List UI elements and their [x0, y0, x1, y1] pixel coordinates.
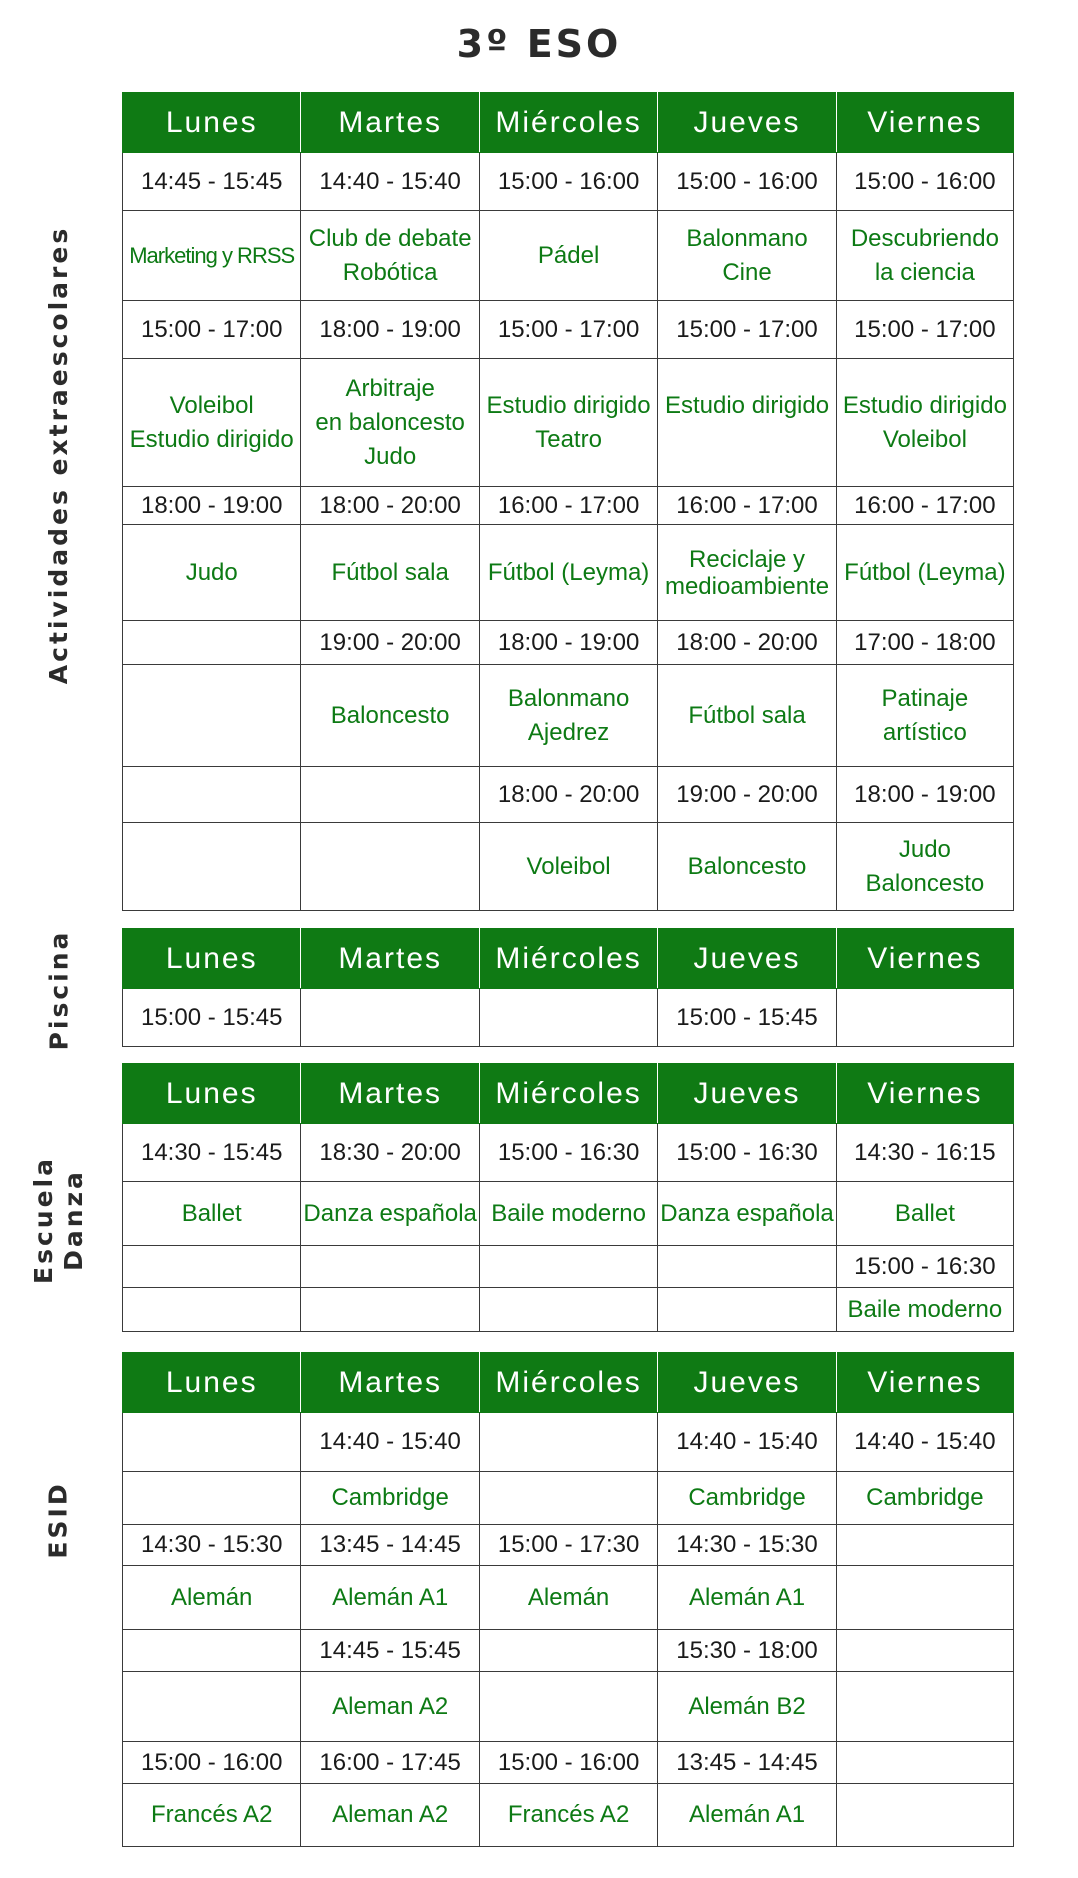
- activity-cell: Baloncesto: [301, 665, 479, 767]
- section-label-text: Escuela Danza: [29, 1156, 89, 1284]
- activity-cell: Ballet: [836, 1182, 1013, 1246]
- time-cell: [479, 1630, 657, 1672]
- activity-cell: Alemán A1: [658, 1566, 836, 1630]
- time-cell: 15:00 - 16:30: [836, 1246, 1013, 1288]
- time-cell: 19:00 - 20:00: [301, 621, 479, 665]
- time-cell: 14:40 - 15:40: [658, 1413, 836, 1472]
- time-cell: [123, 1413, 301, 1472]
- activity-row: [123, 823, 1014, 911]
- time-cell: [123, 621, 301, 665]
- time-cell: [836, 989, 1013, 1047]
- time-cell: 14:40 - 15:40: [301, 153, 479, 211]
- day-header: Viernes: [836, 929, 1013, 989]
- section-label-piscina: [30, 930, 88, 1050]
- activity-cell: [836, 1784, 1013, 1847]
- activity-cell: Aleman A2: [301, 1784, 479, 1847]
- page-title: 3º ESO: [456, 22, 622, 66]
- activity-cell: Alemán B2: [658, 1672, 836, 1742]
- time-cell: 18:00 - 19:00: [301, 301, 479, 359]
- activity-cell: [479, 1288, 657, 1332]
- time-row: [123, 1413, 1014, 1472]
- time-row: [123, 153, 1014, 211]
- activity-cell: Danza española: [658, 1182, 836, 1246]
- activity-cell: Fútbol sala: [301, 525, 479, 621]
- activity-cell: [123, 823, 301, 911]
- activity-cell: Fútbol sala: [658, 665, 836, 767]
- activity-row: [123, 665, 1014, 767]
- section-label-esid: [30, 1440, 88, 1600]
- time-cell: 15:00 - 17:00: [479, 301, 657, 359]
- day-header: Martes: [301, 1064, 479, 1124]
- activity-cell: Cambridge: [301, 1472, 479, 1525]
- activity-cell: Alemán A1: [301, 1566, 479, 1630]
- section-label-danza: [30, 1120, 88, 1320]
- activity-cell: Club de debate Robótica: [301, 211, 479, 301]
- schedule-table-extraescolares: [122, 92, 1014, 911]
- time-cell: 18:30 - 20:00: [301, 1124, 479, 1182]
- time-cell: [301, 989, 479, 1047]
- time-row: [123, 301, 1014, 359]
- activity-cell: Aleman A2: [301, 1672, 479, 1742]
- time-cell: 14:30 - 15:30: [658, 1525, 836, 1566]
- day-header: Viernes: [836, 1353, 1013, 1413]
- time-cell: 15:00 - 16:00: [658, 153, 836, 211]
- activity-cell: Balonmano Ajedrez: [479, 665, 657, 767]
- activity-cell: [123, 1288, 301, 1332]
- activity-cell: Alemán: [123, 1566, 301, 1630]
- time-cell: 19:00 - 20:00: [658, 767, 836, 823]
- section-label-text: Piscina: [44, 929, 73, 1051]
- time-cell: 15:30 - 18:00: [658, 1630, 836, 1672]
- activity-cell: Alemán: [479, 1566, 657, 1630]
- time-cell: [301, 1246, 479, 1288]
- time-cell: 14:40 - 15:40: [301, 1413, 479, 1472]
- day-header: Lunes: [123, 929, 301, 989]
- time-cell: 18:00 - 20:00: [479, 767, 657, 823]
- activity-cell: Estudio dirigido Teatro: [479, 359, 657, 487]
- time-cell: 14:30 - 15:30: [123, 1525, 301, 1566]
- activity-cell: Cambridge: [658, 1472, 836, 1525]
- time-cell: 14:45 - 15:45: [123, 153, 301, 211]
- activity-row: [123, 1784, 1014, 1847]
- activity-cell: [479, 1472, 657, 1525]
- activity-cell: Patinaje artístico: [836, 665, 1013, 767]
- time-cell: 15:00 - 17:00: [123, 301, 301, 359]
- activity-cell: Fútbol (Leyma): [479, 525, 657, 621]
- activity-row: [123, 1472, 1014, 1525]
- time-cell: [123, 767, 301, 823]
- time-cell: 16:00 - 17:00: [658, 487, 836, 525]
- day-header: Lunes: [123, 1353, 301, 1413]
- time-row: [123, 989, 1014, 1047]
- schedule-table-piscina: [122, 928, 1014, 1047]
- activity-cell: Voleibol Estudio dirigido: [123, 359, 301, 487]
- activity-cell: [836, 1566, 1013, 1630]
- activity-row: [123, 525, 1014, 621]
- time-cell: 18:00 - 20:00: [301, 487, 479, 525]
- time-cell: [479, 1246, 657, 1288]
- section-label-text: ESID: [44, 1481, 74, 1559]
- activity-cell: Baile moderno: [836, 1288, 1013, 1332]
- activity-cell: [836, 1672, 1013, 1742]
- activity-cell: Estudio dirigido Voleibol: [836, 359, 1013, 487]
- day-header-row: [123, 93, 1014, 153]
- day-header: Miércoles: [479, 929, 657, 989]
- activity-cell: Ballet: [123, 1182, 301, 1246]
- day-header-row: [123, 1353, 1014, 1413]
- day-header: Lunes: [123, 93, 301, 153]
- day-header: Miércoles: [479, 1353, 657, 1413]
- time-cell: 14:30 - 16:15: [836, 1124, 1013, 1182]
- time-cell: 18:00 - 19:00: [836, 767, 1013, 823]
- time-cell: [123, 1630, 301, 1672]
- time-row: [123, 1742, 1014, 1784]
- time-cell: 18:00 - 20:00: [658, 621, 836, 665]
- activity-cell: Estudio dirigido: [658, 359, 836, 487]
- time-row: [123, 767, 1014, 823]
- activity-cell: Cambridge: [836, 1472, 1013, 1525]
- time-cell: 16:00 - 17:00: [836, 487, 1013, 525]
- time-cell: 14:45 - 15:45: [301, 1630, 479, 1672]
- activity-cell: [301, 1288, 479, 1332]
- schedule-table-esid: [122, 1352, 1014, 1847]
- activity-row: [123, 1672, 1014, 1742]
- time-row: [123, 621, 1014, 665]
- day-header-row: [123, 1064, 1014, 1124]
- time-cell: 18:00 - 19:00: [479, 621, 657, 665]
- day-header: Jueves: [658, 929, 836, 989]
- activity-cell: Francés A2: [479, 1784, 657, 1847]
- time-cell: 15:00 - 16:30: [658, 1124, 836, 1182]
- time-cell: 14:30 - 15:45: [123, 1124, 301, 1182]
- activity-cell: Balonmano Cine: [658, 211, 836, 301]
- section-label-extraescolares: [30, 225, 88, 685]
- time-row: [123, 1246, 1014, 1288]
- time-cell: 15:00 - 17:00: [836, 301, 1013, 359]
- time-cell: 15:00 - 16:00: [123, 1742, 301, 1784]
- time-cell: 16:00 - 17:00: [479, 487, 657, 525]
- activity-cell: Fútbol (Leyma): [836, 525, 1013, 621]
- time-cell: [301, 767, 479, 823]
- activity-row: [123, 1566, 1014, 1630]
- activity-row: [123, 211, 1014, 301]
- day-header: Martes: [301, 93, 479, 153]
- activity-cell: Voleibol: [479, 823, 657, 911]
- section-label-text: Actividades extraescolares: [44, 225, 74, 685]
- activity-cell: [123, 1472, 301, 1525]
- time-cell: 15:00 - 16:30: [479, 1124, 657, 1182]
- day-header: Martes: [301, 1353, 479, 1413]
- day-header: Martes: [301, 929, 479, 989]
- activity-row: [123, 1288, 1014, 1332]
- activity-cell: Pádel: [479, 211, 657, 301]
- day-header: Jueves: [658, 1353, 836, 1413]
- time-cell: 15:00 - 17:00: [658, 301, 836, 359]
- time-row: [123, 487, 1014, 525]
- time-cell: [836, 1630, 1013, 1672]
- activity-cell: [658, 1288, 836, 1332]
- time-cell: [479, 989, 657, 1047]
- activity-cell: Danza española: [301, 1182, 479, 1246]
- activity-row: [123, 359, 1014, 487]
- time-row: [123, 1630, 1014, 1672]
- time-cell: 15:00 - 15:45: [123, 989, 301, 1047]
- activity-cell: [479, 1672, 657, 1742]
- time-cell: 15:00 - 17:30: [479, 1525, 657, 1566]
- day-header: Viernes: [836, 1064, 1013, 1124]
- day-header: Miércoles: [479, 1064, 657, 1124]
- day-header: Viernes: [836, 93, 1013, 153]
- day-header-row: [123, 929, 1014, 989]
- activity-cell: [123, 665, 301, 767]
- time-cell: 13:45 - 14:45: [658, 1742, 836, 1784]
- time-cell: [836, 1525, 1013, 1566]
- activity-cell: [301, 823, 479, 911]
- time-cell: 14:40 - 15:40: [836, 1413, 1013, 1472]
- time-cell: 15:00 - 16:00: [836, 153, 1013, 211]
- time-cell: 15:00 - 16:00: [479, 153, 657, 211]
- day-header: Miércoles: [479, 93, 657, 153]
- activity-row: [123, 1182, 1014, 1246]
- activity-cell: [123, 1672, 301, 1742]
- day-header: Lunes: [123, 1064, 301, 1124]
- time-cell: [123, 1246, 301, 1288]
- activity-cell: Reciclaje y medioambiente: [658, 525, 836, 621]
- day-header: Jueves: [658, 1064, 836, 1124]
- time-cell: 18:00 - 19:00: [123, 487, 301, 525]
- time-row: [123, 1525, 1014, 1566]
- activity-cell: Judo Baloncesto: [836, 823, 1013, 911]
- activity-cell: Baloncesto: [658, 823, 836, 911]
- time-row: [123, 1124, 1014, 1182]
- time-cell: 13:45 - 14:45: [301, 1525, 479, 1566]
- time-cell: [658, 1246, 836, 1288]
- activity-cell: Judo: [123, 525, 301, 621]
- time-cell: 15:00 - 15:45: [658, 989, 836, 1047]
- activity-cell: Baile moderno: [479, 1182, 657, 1246]
- time-cell: 15:00 - 16:00: [479, 1742, 657, 1784]
- time-cell: 16:00 - 17:45: [301, 1742, 479, 1784]
- time-cell: [836, 1742, 1013, 1784]
- time-cell: 17:00 - 18:00: [836, 621, 1013, 665]
- activity-cell: Marketing y RRSS: [123, 211, 301, 301]
- day-header: Jueves: [658, 93, 836, 153]
- activity-cell: Francés A2: [123, 1784, 301, 1847]
- activity-cell: Descubriendo la ciencia: [836, 211, 1013, 301]
- time-cell: [479, 1413, 657, 1472]
- activity-cell: Arbitraje en baloncesto Judo: [301, 359, 479, 487]
- schedule-table-danza: [122, 1063, 1014, 1332]
- activity-cell: Alemán A1: [658, 1784, 836, 1847]
